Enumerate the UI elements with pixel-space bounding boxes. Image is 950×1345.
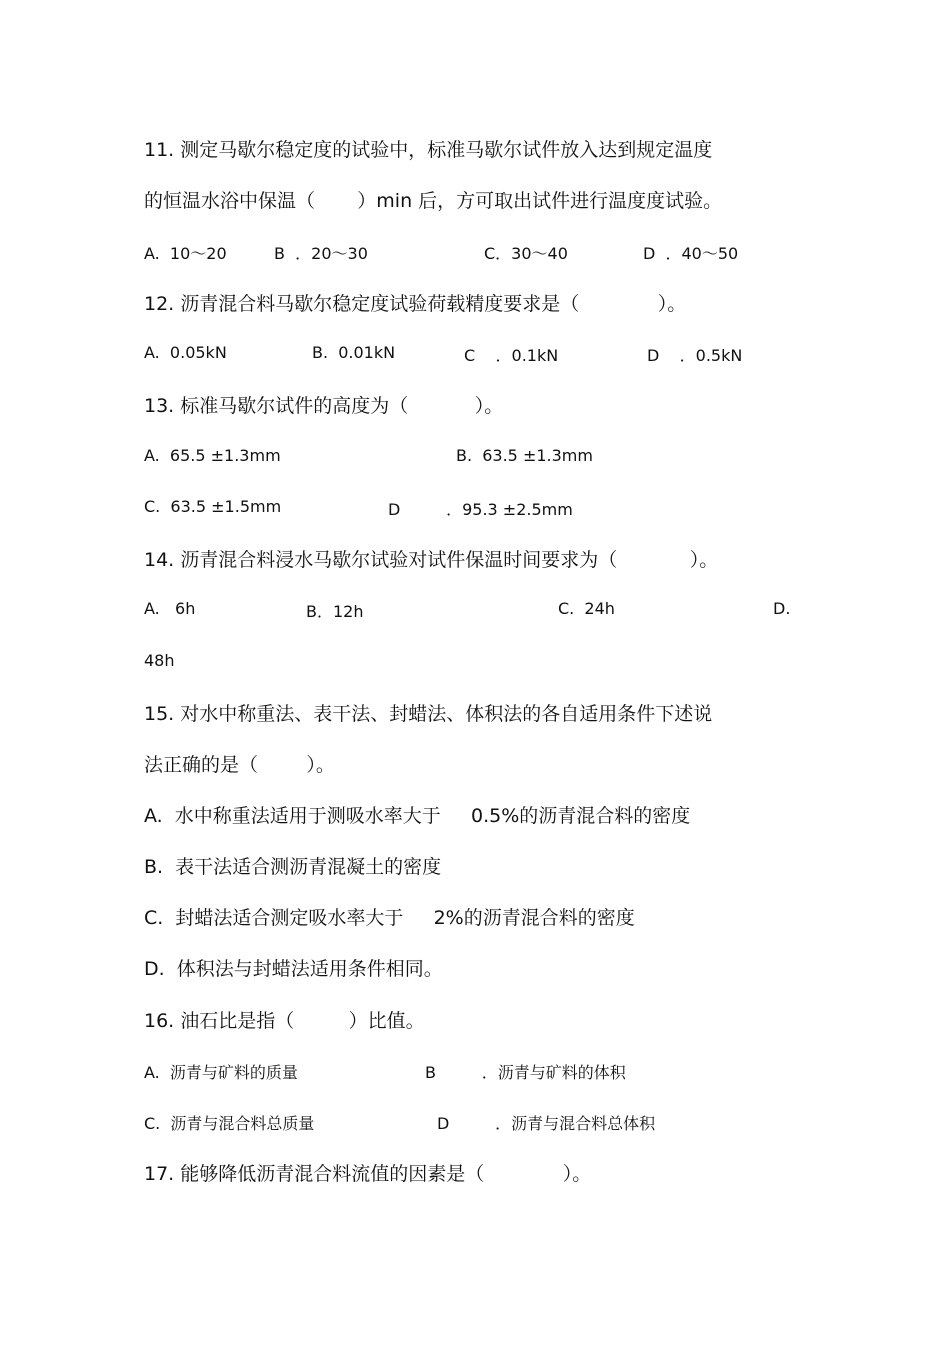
option-c: C ．0.1kN [464, 346, 559, 365]
question-12-options [0, 343, 950, 367]
question-14-options-row-2 [0, 651, 950, 675]
option-b: B ．沥青与矿料的体积 [425, 1063, 626, 1082]
question-16-options-row-2 [0, 1111, 950, 1135]
question-15-option-b: B. 表干法适合测沥青混凝土的密度 [144, 856, 442, 878]
option-a: A. 沥青与矿料的质量 [144, 1063, 298, 1082]
question-11-options [0, 241, 950, 265]
question-17-stem: 17. 能够降低沥青混合料流值的因素是（ ）。 [144, 1163, 592, 1185]
option-d-value: 48h [144, 651, 175, 670]
question-15-option-d: D. 体积法与封蜡法适用条件相同。 [144, 958, 443, 980]
question-15-stem-line-1: 15. 对水中称重法、表干法、封蜡法、体积法的各自适用条件下述说 [144, 703, 713, 725]
option-b: B. 63.5 ±1.3mm [456, 446, 593, 465]
option-d: D ．沥青与混合料总体积 [437, 1114, 656, 1133]
question-13-options-row-1 [0, 446, 950, 470]
option-c: C. 沥青与混合料总质量 [144, 1114, 315, 1133]
question-14-options-row-1 [0, 599, 950, 623]
question-13-options-row-2 [0, 497, 950, 521]
option-d: D ．40～50 [643, 244, 739, 263]
question-11-stem-line-2: 的恒温水浴中保温（ ）min 后，方可取出试件进行温度度试验。 [144, 190, 723, 212]
option-c: C. 63.5 ±1.5mm [144, 497, 282, 516]
option-a: A. 65.5 ±1.3mm [144, 446, 281, 465]
question-16-options-row-1 [0, 1060, 950, 1084]
option-d: D ．95.3 ±2.5mm [388, 500, 573, 519]
question-12-stem: 12. 沥青混合料马歇尔稳定度试验荷载精度要求是（ ）。 [144, 293, 687, 315]
option-a: A. 6h [144, 599, 196, 618]
question-16-stem: 16. 油石比是指（ ）比值。 [144, 1010, 425, 1032]
option-b: B．12h [306, 602, 364, 621]
option-b: B ．20～30 [274, 244, 368, 263]
question-15-stem-line-2: 法正确的是（ ）。 [144, 754, 335, 776]
option-c: C. 24h [558, 599, 615, 618]
question-14-stem: 14. 沥青混合料浸水马歇尔试验对试件保温时间要求为（ ）。 [144, 549, 719, 571]
option-d: D. [773, 599, 791, 618]
option-b: B. 0.01kN [312, 343, 396, 362]
question-13-stem: 13. 标准马歇尔试件的高度为（ ）。 [144, 395, 504, 417]
question-11-stem-line-1: 11. 测定马歇尔稳定度的试验中，标准马歇尔试件放入达到规定温度 [144, 139, 713, 161]
question-15-option-c: C. 封蜡法适合测定吸水率大于 2%的沥青混合料的密度 [144, 907, 635, 929]
option-a: A. 10～20 [144, 244, 227, 263]
option-a: A. 0.05kN [144, 343, 227, 362]
option-d: D ．0.5kN [647, 346, 743, 365]
option-c: C．30～40 [484, 244, 568, 263]
question-15-option-a: A. 水中称重法适用于测吸水率大于 0.5%的沥青混合料的密度 [144, 805, 691, 827]
